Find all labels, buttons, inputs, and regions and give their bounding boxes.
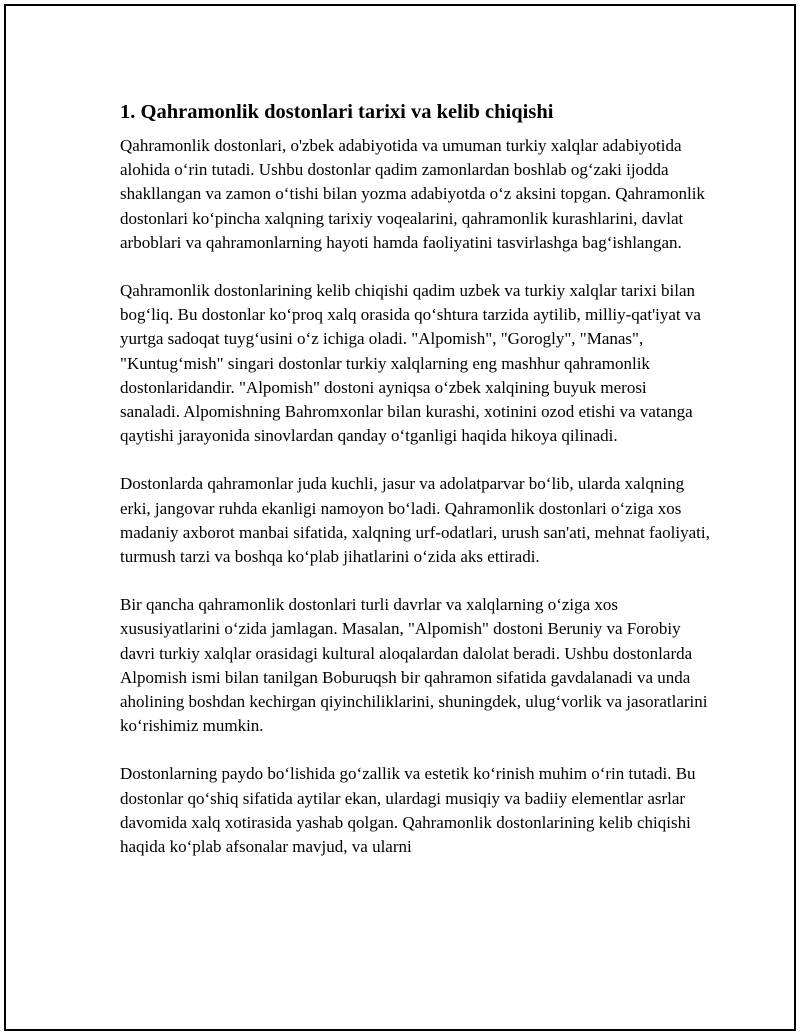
paragraph-5: Dostonlarning paydo bo‘lishida go‘zallik va estetik ko‘rinish muhim o‘rin tutadi. Bu dostonlar qo‘shiq sifatida aytilar ekan, ulardagi musiqiy va badiiy elementlar asrlar davomida xalq xotirasida yashab qolgan. Qahramonlik dostonlarining kelib chiqishi haqida ko‘plab afsonalar mavjud, va ularni [120,764,696,857]
paragraph-1: Qahramonlik dostonlari, o'zbek adabiyotida va umuman turkiy xalqlar adabiyotida alohida o‘rin tutadi. Ushbu dostonlar qadim zamonlardan boshlab og‘zaki ijodda shakllangan va zamon o‘tishi bilan yozma adabiyotda o‘z aksini topgan. Qahramonlik dostonlari ko‘pincha xalqning tarixiy voqealarini, qahramonlik kurashlarini, davlat arboblari va qahramonlarning hayoti hamda faoliyatini tasvirlashga bag‘ishlangan. [120,136,705,252]
page-frame [4,4,796,1031]
document-body [120,98,710,883]
paragraph-4: Bir qancha qahramonlik dostonlari turli davrlar va xalqlarning o‘ziga xos xususiyatlarini o‘zida jamlagan. Masalan, "Alpomish" dostoni Beruniy va Forobiy davri turkiy xalqlar orasidagi kultural aloqalardan dalolat beradi. Ushbu dostonlarda Alpomish ismi bilan tanilgan Boburuqsh bir qahramon sifatida gavdalanadi va unda aholining boshdan kechirgan qiyinchiliklarini, shuningdek, ulug‘vorlik va jasoratlarini ko‘rishimiz mumkin. [120,595,708,736]
paragraph-3: Dostonlarda qahramonlar juda kuchli, jasur va adolatparvar bo‘lib, ularda xalqning erki, jangovar ruhda ekanligi namoyon bo‘ladi. Qahramonlik dostonlari o‘ziga xos madaniy axborot manbai sifatida, xalqning urf-odatlari, urush san'ati, mehnat faoliyati, turmush tarzi va boshqa ko‘plab jihatlarini o‘zida aks ettiradi. [120,474,710,567]
paragraph-2: Qahramonlik dostonlarining kelib chiqishi qadim uzbek va turkiy xalqlar tarixi bilan bog‘liq. Bu dostonlar ko‘proq xalq orasida qo‘shtura tarzida aytilib, milliy-qat'iyat va yurtga sadoqat tuyg‘usini o‘z ichiga oladi. "Alpomish", "Gorogly", "Manas", "Kuntug‘mish" singari dostonlar turkiy xalqlarning eng mashhur qahramonlik dostonlaridandir. "Alpomish" dostoni ayniqsa o‘zbek xalqining buyuk merosi sanaladi. Alpomishning Bahromxonlar bilan kurashi, xotinini ozod etishi va vatanga qaytishi jarayonida sinovlardan qanday o‘tganligi haqida hikoya qilinadi. [120,281,701,446]
section-heading: 1. Qahramonlik dostonlari tarixi va kelib chiqishi [120,101,554,123]
